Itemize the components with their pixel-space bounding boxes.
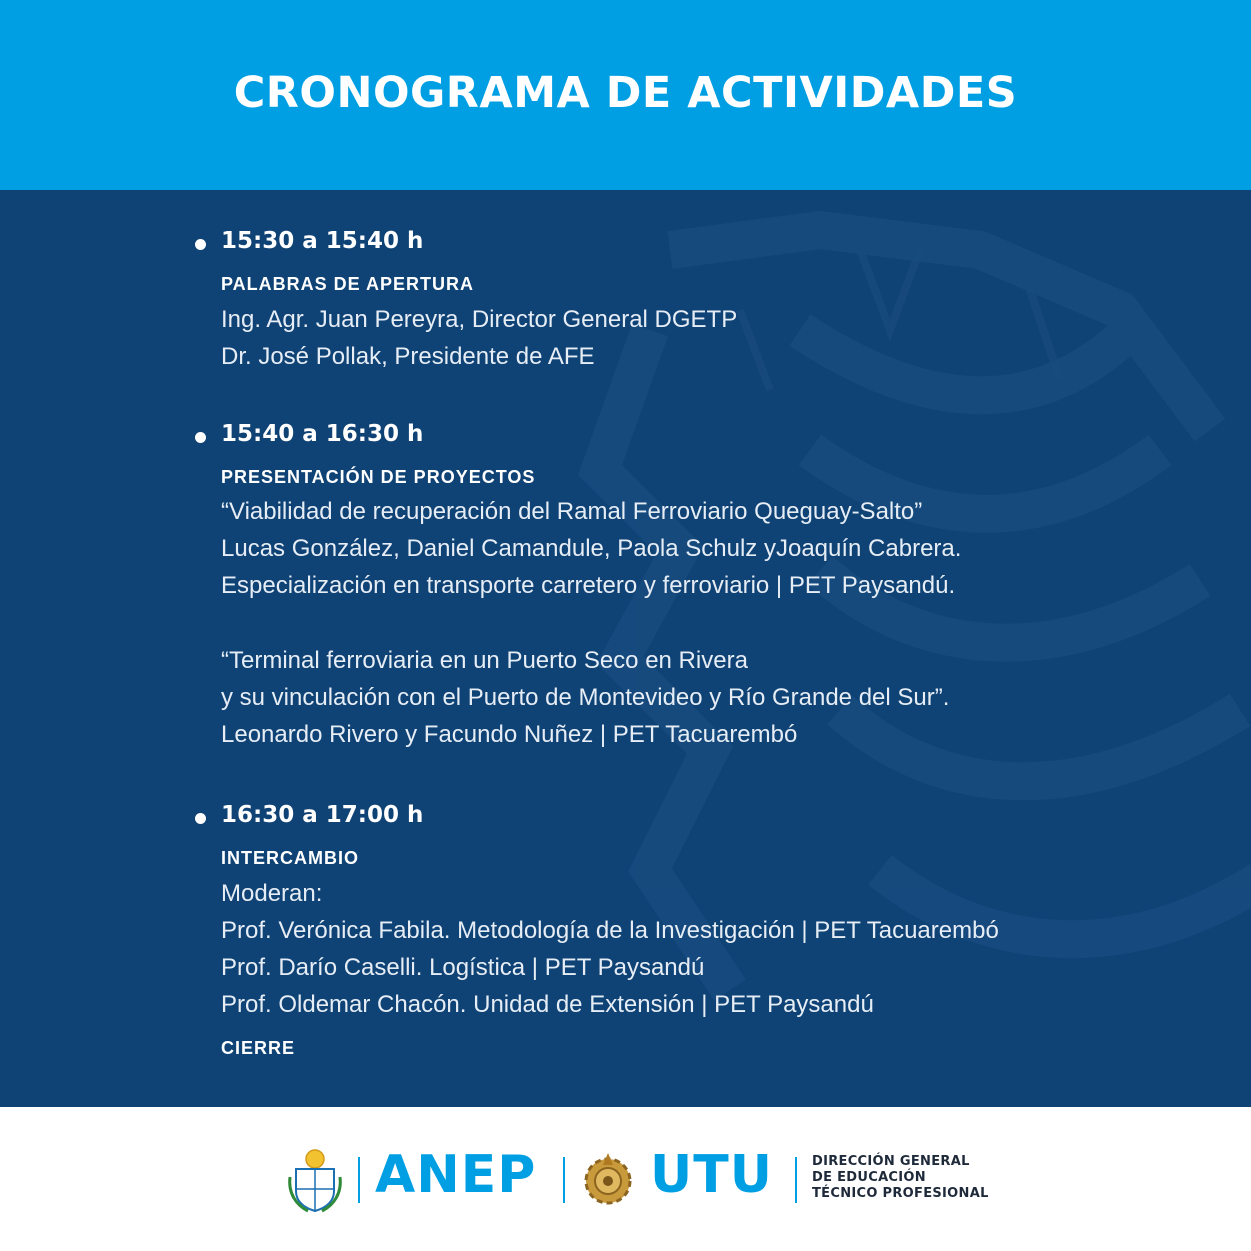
utu-gear-emblem-icon [580,1149,636,1211]
activity-line: Leonardo Rivero y Facundo Nuñez | PET Tacuarembó [221,721,798,748]
activity-line: Prof. Darío Caselli. Logística | PET Paysandú [221,954,705,981]
activity-heading: INTERCAMBIO [221,848,359,868]
activity-line: “Terminal ferroviaria en un Puerto Seco en Rivera [221,647,748,674]
logo-separator [563,1157,565,1203]
activity-heading: PRESENTACIÓN DE PROYECTOS [221,467,536,487]
dgetp-line: DIRECCIÓN GENERAL [812,1154,970,1169]
activity-line: y su vinculación con el Puerto de Montevideo y Río Grande del Sur”. [221,684,950,711]
dgetp-line: TÉCNICO PROFESIONAL [812,1186,989,1201]
page-title: CRONOGRAMA DE ACTIVIDADES [233,68,1018,118]
activity-line: Prof. Verónica Fabila. Metodología de la Investigación | PET Tacuarembó [221,917,999,944]
activity-line: Especialización en transporte carretero y ferroviario | PET Paysandú. [221,572,956,599]
utu-logo: UTU [650,1145,773,1205]
dgetp-line: DE EDUCACIÓN [812,1170,926,1185]
activity-line: “Viabilidad de recuperación del Ramal Ferroviario Queguay-Salto” [221,498,923,525]
activity-line: Dr. José Pollak, Presidente de AFE [221,343,595,370]
footer-logos [0,1107,1251,1251]
time-slot: 16:30 a 17:00 h [221,802,424,828]
time-slot: 15:40 a 16:30 h [221,421,424,447]
uruguay-coat-of-arms-icon [286,1147,344,1213]
logo-separator [795,1157,797,1203]
closing-label: CIERRE [221,1038,296,1058]
time-slot: 15:30 a 15:40 h [221,228,424,254]
header-banner [0,0,1251,190]
activity-line: Lucas González, Daniel Camandule, Paola Schulz yJoaquín Cabrera. [221,535,962,562]
activity-line: Prof. Oldemar Chacón. Unidad de Extensión | PET Paysandú [221,991,874,1018]
logo-separator [358,1157,360,1203]
bullet-icon [195,432,206,443]
activity-line: Ing. Agr. Juan Pereyra, Director General DGETP [221,306,738,333]
activity-line: Moderan: [221,880,323,907]
activity-heading: PALABRAS DE APERTURA [221,274,475,294]
bullet-icon [195,239,206,250]
anep-logo: ANEP [375,1145,537,1205]
bullet-icon [195,813,206,824]
schedule-panel [0,190,1251,1107]
